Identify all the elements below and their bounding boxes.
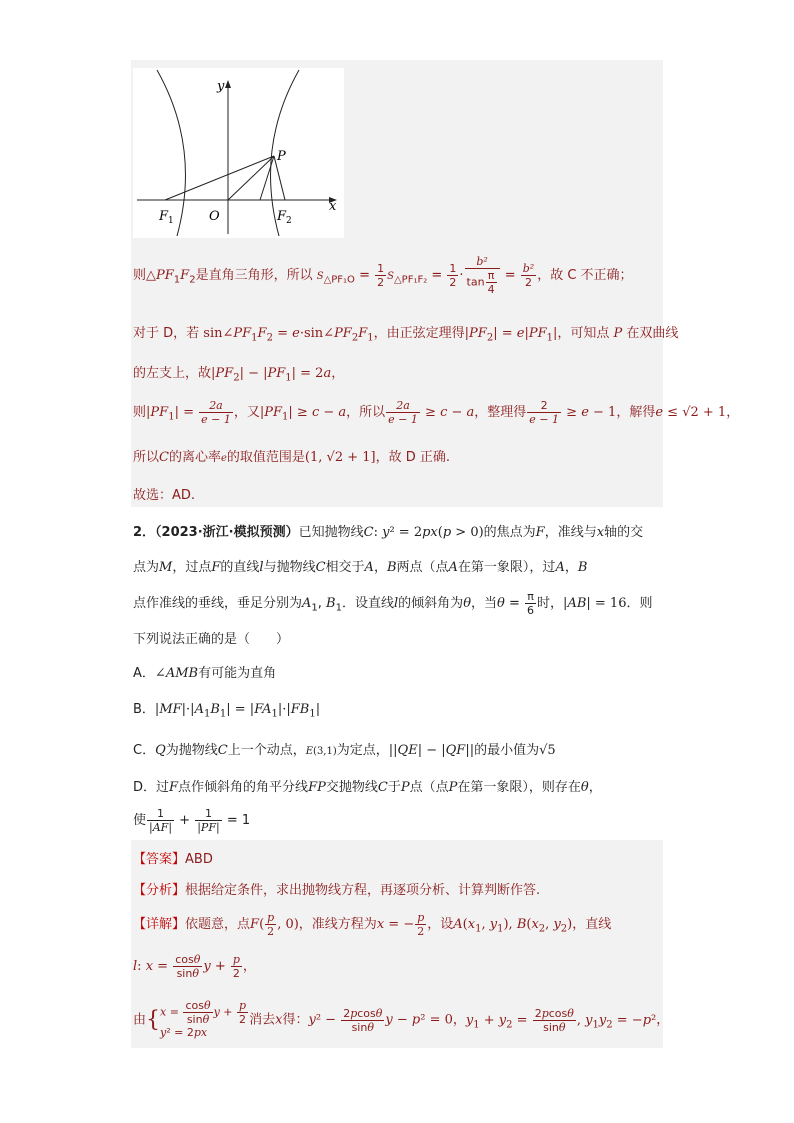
analysis-line: 【分析】根据给定条件，求出抛物线方程，再逐项分析、计算判断作答. (133, 883, 541, 898)
detail-line-2: l: x = $\frac{\cos\theta}{\sin\theta}$ y + $\frac{p}{2}$ ， (133, 953, 256, 980)
solution-line-2: 对于 D，若 $\sin\angle PF_1F_2$ = $e\cdot\sin\angle PF_2F_1$，由正弦定理得$|PF_2| = e|PF_1|$，可知点 P 在双曲线 (133, 326, 679, 344)
option-d-line-1: D．过F点作倾斜角的角平分线FP交抛物线C于P点（点P在第一象限），则存在θ， (133, 780, 602, 795)
solution-line-5: 所以C的离心率e的取值范围是(1, √2 + 1]，故 D 正确. (133, 450, 451, 465)
answer-line: 【答案】ABD (133, 852, 213, 867)
hyperbola-figure (133, 68, 344, 238)
y-axis-arrow (225, 80, 231, 88)
f1-label: $F_1$ (159, 209, 174, 226)
solution-line-3: 的左支上，故$|PF_2| - |PF_1| = 2a$， (133, 366, 345, 384)
detail-line-3: 由{ x = $\frac{\cos\theta}{\sin\theta}$ y + $\frac{p}{2}$ y² = 2px 消去x得：y² − $\frac{2pcos\theta}{\sin\theta}$ y − p² = 0，$y_1 + y_2$ = $\frac{2pcos\theta}{\sin\theta}$ , $y_1y_2 = -p^2$， (133, 999, 670, 1039)
x-label: x (329, 199, 337, 214)
detail-line-1: 【详解】依题意，点F( $\frac{p}{2}$ , 0)，准线方程为x = − $\frac{p}{2}$ ，设$A(x_1$, $y_1$), $B(x_2$, $y_2$)，直线 (133, 911, 612, 938)
o-label: O (209, 209, 220, 224)
solution-line-6: 故选：AD. (133, 488, 196, 503)
option-b: B．$|MF|\cdot|A_1B_1| = |FA_1|\cdot|FB_1|$ (133, 702, 321, 720)
problem-line-2: 点为M，过点F的直线l与抛物线C相交于A，B两点（点A在第一象限），过A，B (133, 560, 588, 575)
problem-line-3: 点作准线的垂线，垂足分别为$A_1$, $B_1$．设直线l的倾斜角为θ，当θ = $\frac{\pi}{6}$ 时，|AB| = 16．则 (133, 590, 653, 617)
option-c: C．Q为抛物线C上一个动点，E(3,1)为定点，||QE| − |QF||的最小值为√5 (133, 743, 556, 758)
problem-line-4: 下列说法正确的是（ ） (133, 632, 290, 647)
hyperbola-diagram (133, 68, 344, 238)
y-label: y (217, 79, 225, 94)
problem-line-1: 2．（2023·浙江·模拟预测）已知抛物线C: y² = 2px(p > 0)的焦点为F，准线与x轴的交 (133, 525, 644, 540)
f2-label: $F_2$ (277, 209, 292, 226)
option-d-line-2: 使 $\frac{1}{|AF|}$ + $\frac{1}{|PF|}$ = 1 (133, 807, 251, 834)
option-a: A．∠AMB有可能为直角 (133, 666, 277, 681)
solution-line-1: 则$\triangle PF_1F_2$是直角三角形，所以 $S_{\triangle PF_1O}$ = $\frac{1}{2}$ $S_{\triangle PF_1F_2}$ = $\frac{1}{2}$ · b² tan $\frac{\pi}{4}$ = $\frac{\text{b²}}{2}$ ，故 C 不正确； (133, 255, 633, 296)
segment-pf1 (165, 156, 274, 200)
solution-line-4: 则$|PF_1|$ = $\frac{2a}{e - 1}$ ，又$|PF_1| \ge c - a$，所以 $\frac{2a}{e - 1}$ ≥ c − a，整理得 $\frac{2}{e - 1}$ ≥ e − 1，解得e ≤ √2 + 1， (133, 399, 740, 426)
p-label: P (277, 149, 286, 164)
